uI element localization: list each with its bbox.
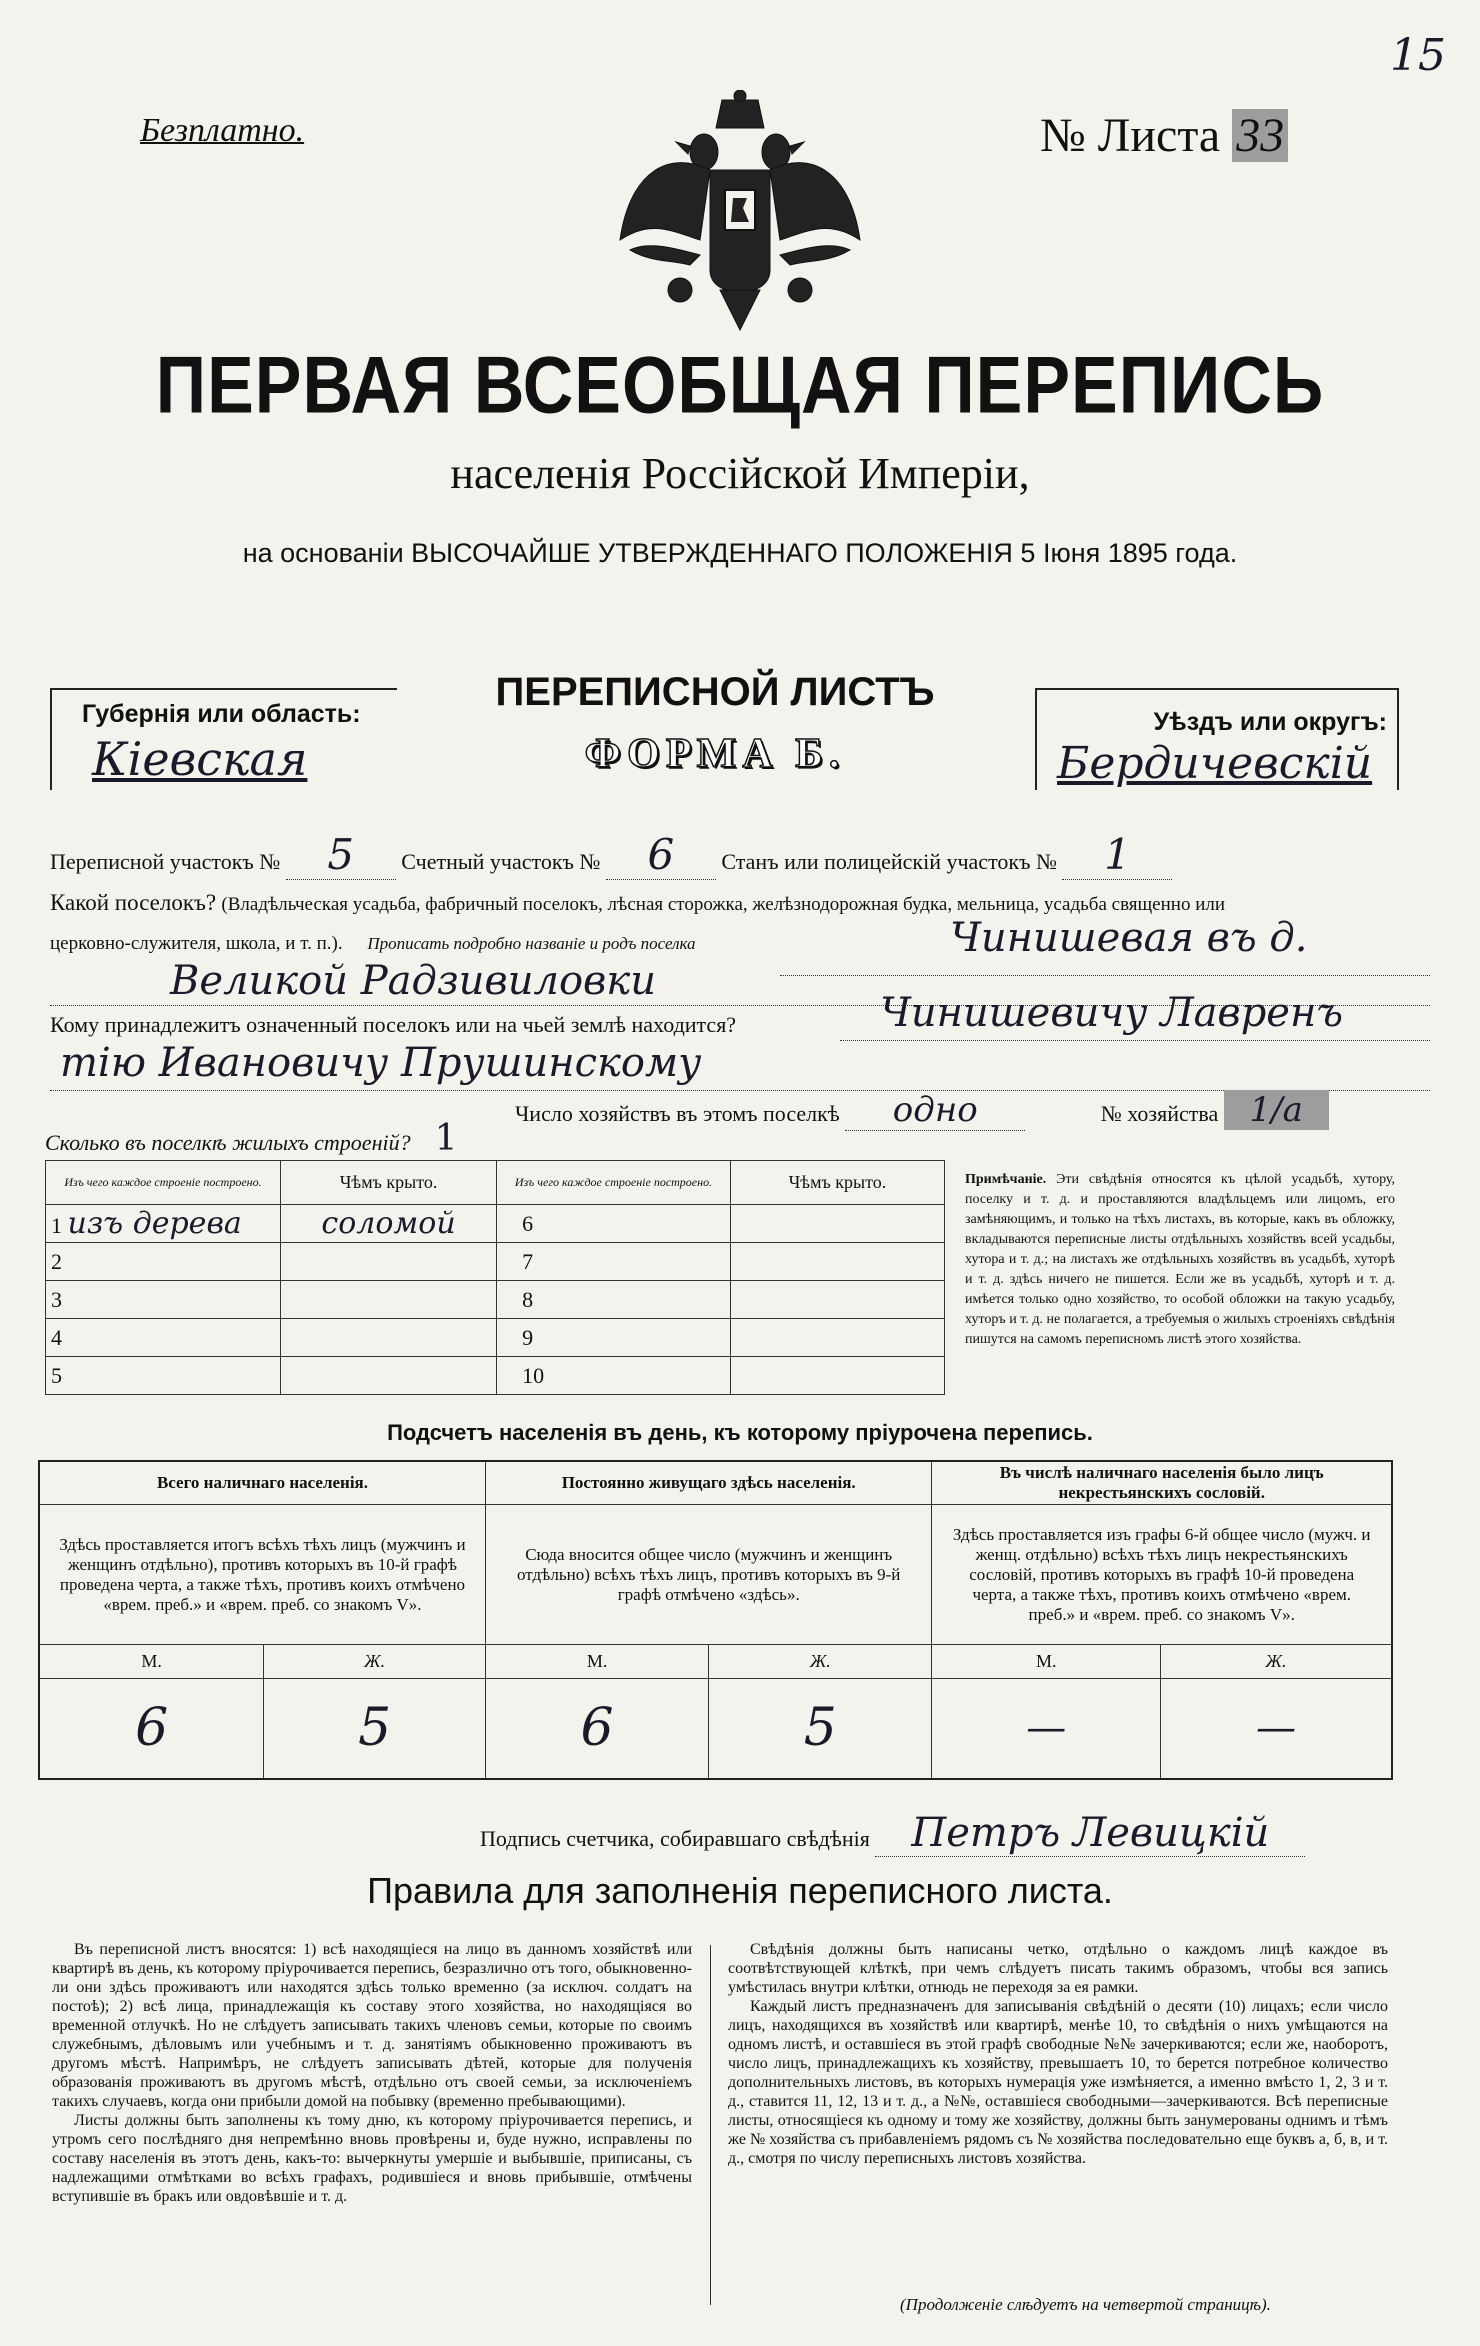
building-roof: соломой bbox=[281, 1205, 497, 1243]
households-value: одно bbox=[845, 1090, 1025, 1131]
row-number: 7 bbox=[522, 1248, 534, 1274]
row-number: 8 bbox=[522, 1286, 534, 1312]
roof-header-right: Чѣмъ крыто. bbox=[730, 1161, 944, 1205]
building-row bbox=[46, 1243, 281, 1281]
row-number: 10 bbox=[522, 1362, 545, 1388]
buildings-row bbox=[45, 1118, 476, 1159]
settlement-hint-2: церковно-служителя, школа, и т. п.). bbox=[50, 933, 343, 954]
police-area-value: 1 bbox=[1062, 830, 1172, 880]
rules-left-paragraph-1: Въ переписной листъ вносятся: 1) всѣ находящіеся на лицо въ данномъ хозяйствѣ или квартирѣ въ день, къ которому пріурочивается перепись, безразлично отъ того, обыкновенно-ли они здѣсь проживаютъ или находятся здѣсь только временно (за исключ. солдатъ на постоѣ); 2) всѣ лица, принадлежащія къ составу этого хозяйства, но находящіяся во временной отлучкѣ. Но не слѣдуетъ записывать такихъ членовъ семьи, которые по своимъ служебнымъ, дѣловымъ или учебнымъ и т. д. занятіямъ обыкновенно проживаютъ въ другомъ мѣстѣ. Напримѣръ, не слѣдуетъ записывать дѣтей, которые для полученія образованія проживаютъ въ другомъ мѣстѣ, отдѣльно отъ своей семьи, за исключеніемъ такихъ случаевъ, когда они прибыли домой на побывку (временно пребывающими). bbox=[52, 1941, 692, 2110]
form-name: ФОРМА Б. bbox=[584, 731, 846, 777]
count-area-label: Счетный участокъ № bbox=[401, 849, 601, 874]
row-number: 9 bbox=[522, 1324, 534, 1350]
household-no-label: № хозяйства bbox=[1100, 1101, 1219, 1126]
female-header: Ж. bbox=[709, 1645, 932, 1679]
building-material: изъ дерева bbox=[67, 1206, 242, 1241]
owner-label: Кому принадлежитъ означенный поселокъ или на чьей землѣ находится? bbox=[50, 1012, 737, 1037]
rules-title: Правила для заполненія переписного листа. bbox=[367, 1870, 1113, 1911]
material-header-left: Изъ чего каждое строеніе построено. bbox=[46, 1161, 281, 1205]
building-row bbox=[497, 1205, 731, 1243]
building-row bbox=[497, 1281, 731, 1319]
non-peasant-header: Въ числѣ наличнаго населенія было лицъ некрестьянскихъ сословій. bbox=[932, 1461, 1392, 1505]
rules-divider bbox=[710, 1945, 711, 2305]
note bbox=[965, 1170, 1395, 1350]
rules-left-paragraph-2: Листы должны быть заполнены къ тому дню, къ которому пріурочивается перепись, и утромъ сего послѣдняго дня непремѣнно вновь провѣрены и, буде нужно, исправлены по составу населенія въ этотъ день, какъ-то: вычеркнуты умершіе и выбывшіе, приписаны, съ надлежащими отмѣтками во всѣхъ графахъ, родившіеся и вновь прибывшіе, отмѣчены вступившіе въ бракъ или овдовѣвшіе и т. д. bbox=[52, 2112, 692, 2205]
continued-note: (Продолженіе слѣдуетъ на четвертой страницѣ). bbox=[900, 2295, 1271, 2314]
title-basis: на основаніи ВЫСОЧАЙШЕ УТВЕРЖДЕННАГО ПОЛОЖЕНІЯ 5 Іюня 1895 года. bbox=[242, 538, 1238, 568]
row-number: 5 bbox=[51, 1362, 62, 1388]
settlement-row-2 bbox=[50, 915, 1430, 961]
building-roof bbox=[730, 1357, 944, 1395]
building-row bbox=[497, 1319, 731, 1357]
male-header: М. bbox=[485, 1645, 708, 1679]
population-count-table bbox=[38, 1460, 1393, 1780]
building-roof bbox=[281, 1281, 497, 1319]
district-box bbox=[1035, 688, 1399, 790]
rules-right-paragraph-1: Свѣдѣнія должны быть написаны четко, отдѣльно о каждомъ лицѣ каждое въ соотвѣтствующей клѣткѣ, при чемъ слѣдуетъ писать такимъ образомъ, чтобы вся запись умѣстилась внутри клѣтки, отнюдь не переходя за ея рамки. bbox=[728, 1941, 1388, 1996]
form-title: ПЕРЕПИСНОЙ ЛИСТЪ bbox=[495, 670, 935, 714]
note-text: Эти свѣдѣнія относятся къ цѣлой усадьбѣ, хутору, поселку и т. д. и проставляются владѣльцемъ или лицомъ, его замѣняющимъ, и только на тѣхъ листахъ, въ которые, какъ въ обложку, вкладываются переписные листы отдѣльныхъ хозяйствъ всей усадьбы, хутора и т. д.; на листахъ же отдѣльныхъ хозяйствъ въ усадьбѣ, хуторѣ и т. д. здѣсь ничего не пишется. Если же въ усадьбѣ, хуторѣ и т. д. имѣется только одно хозяйство, то особой обложки на такую усадьбу, хуторъ и т. д. не полагается, а требуемыя о жилыхъ строеніяхъ свѣдѣнія пишутся на самомъ переписномъ листѣ этого хозяйства. bbox=[965, 1172, 1396, 1347]
province-value: Кіевская bbox=[92, 732, 308, 786]
settlement-hint-1: (Владѣльческая усадьба, фабричный поселокъ, лѣсная сторожка, желѣзнодорожная будка, мельница, усадьба священно или bbox=[221, 894, 1226, 915]
building-roof bbox=[281, 1357, 497, 1395]
row-number: 2 bbox=[51, 1248, 62, 1274]
buildings-value: 1 bbox=[434, 1118, 458, 1159]
building-roof bbox=[730, 1281, 944, 1319]
owner-value-1: Чинишевичу Лавренъ bbox=[880, 990, 1343, 1036]
title-sub: населенія Россійской Имперіи, bbox=[450, 449, 1030, 498]
count-value: — bbox=[932, 1679, 1161, 1779]
owner-value-2: тію Ивановичу Прушинскому bbox=[60, 1040, 702, 1086]
owner-line-1 bbox=[840, 1040, 1430, 1041]
census-area-row bbox=[50, 830, 1430, 880]
count-value: 6 bbox=[485, 1679, 708, 1779]
building-row bbox=[497, 1357, 731, 1395]
rules-right bbox=[728, 1940, 1388, 2168]
building-roof bbox=[281, 1319, 497, 1357]
female-header: Ж. bbox=[264, 1645, 486, 1679]
police-area-label: Станъ или полицейскій участокъ № bbox=[721, 849, 1057, 874]
count-value: 5 bbox=[709, 1679, 932, 1779]
sheet-number-label: № Листа bbox=[1040, 109, 1221, 162]
row-number: 3 bbox=[51, 1286, 62, 1312]
title-main: ПЕРВАЯ ВСЕОБЩАЯ ПЕРЕПИСЬ bbox=[155, 340, 1325, 430]
household-no-value: 1/а bbox=[1224, 1090, 1329, 1130]
signature-row bbox=[480, 1810, 1305, 1857]
sheet-number-value: 33 bbox=[1232, 109, 1288, 162]
settlement-value-2: Великой Радзивиловки bbox=[170, 958, 656, 1004]
count-title: Подсчетъ населенія въ день, къ которому пріурочена перепись. bbox=[387, 1420, 1093, 1445]
non-peasant-desc: Здѣсь проставляется изъ графы 6-й общее число (мужч. и женщ. отдѣльно) всѣхъ тѣхъ лицъ некрестьянскихъ сословій, противъ которыхъ въ графѣ 10-й проведена черта, а также тѣхъ, противъ коихъ отмѣчено «врем. преб.» и «врем. преб. со знакомъ V». bbox=[932, 1505, 1392, 1645]
total-population-desc: Здѣсь проставляется итогъ всѣхъ тѣхъ лицъ (мужчинъ и женщинъ отдѣльно), противъ которыхъ въ 10-й графѣ проведена черта, а также тѣхъ, противъ коихъ отмѣчено «врем. преб.» и «врем. преб. со знакомъ V». bbox=[39, 1505, 485, 1645]
settlement-label: Какой поселокъ? bbox=[50, 890, 217, 915]
count-area-value: 6 bbox=[606, 830, 716, 880]
resident-population-header: Постоянно живущаго здѣсь населенія. bbox=[485, 1461, 931, 1505]
building-roof bbox=[730, 1319, 944, 1357]
material-header-right: Изъ чего каждое строеніе построено. bbox=[497, 1161, 731, 1205]
resident-population-desc: Сюда вносится общее число (мужчинъ и женщинъ отдѣльно) всѣхъ тѣхъ лицъ, противъ которыхъ въ 9-й графѣ отмѣчено «здѣсь». bbox=[485, 1505, 931, 1645]
building-roof bbox=[730, 1205, 944, 1243]
total-population-header: Всего наличнаго населенія. bbox=[39, 1461, 485, 1505]
count-value: — bbox=[1161, 1679, 1392, 1779]
free-label: Безплатно. bbox=[140, 112, 305, 149]
double-headed-eagle-emblem bbox=[610, 90, 870, 340]
building-row bbox=[46, 1357, 281, 1395]
building-roof bbox=[730, 1243, 944, 1281]
row-number: 1 bbox=[51, 1213, 62, 1238]
building-row bbox=[46, 1205, 281, 1243]
census-area-value: 5 bbox=[286, 830, 396, 880]
rules-right-paragraph-2: Каждый листъ предназначенъ для записыванія свѣдѣній о десяти (10) лицахъ; если число лицъ, находящихся въ хозяйствѣ или квартирѣ, менѣе 10, то свѣдѣнія о нихъ умѣщаются на одномъ листѣ, и оставшіеся въ этой графѣ свободные №№ зачеркиваются; если же, наоборотъ, число лицъ, принадлежащихъ къ хозяйству, превышаетъ 10, то берется потребное количество дополнительныхъ листовъ, въ которыхъ нумерація уже измѣняется, а именно вмѣсто 1, 2, 3 и т. д., ставится 11, 12, 13 и т. д., а №№, оставшіеся свободными—зачеркиваются. Всѣ переписные листы, относящіеся къ одному и тому же хозяйству, должны быть занумерованы однимъ и тѣмъ же № хозяйства съ прибавленіемъ рядомъ съ № хозяйства последовательно еще буквъ а, б, в, и т. д., смотря по числу переписныхъ листовъ хозяйства. bbox=[728, 1998, 1388, 2167]
households-row bbox=[515, 1090, 1329, 1131]
count-value: 6 bbox=[39, 1679, 264, 1779]
rules-left bbox=[52, 1940, 692, 2206]
count-value: 5 bbox=[264, 1679, 486, 1779]
sheet-number bbox=[1040, 108, 1288, 163]
settlement-hint-3: Прописать подробно названіе и родъ поселка bbox=[367, 934, 696, 953]
building-row bbox=[497, 1243, 731, 1281]
female-header: Ж. bbox=[1161, 1645, 1392, 1679]
district-label: Уѣздъ или округъ: bbox=[1153, 708, 1387, 736]
signature-value: Петръ Левицкій bbox=[875, 1810, 1305, 1857]
male-header: М. bbox=[39, 1645, 264, 1679]
settlement-line-1 bbox=[780, 975, 1430, 976]
building-roof bbox=[281, 1243, 497, 1281]
buildings-table bbox=[45, 1160, 945, 1395]
roof-header-left: Чѣмъ крыто. bbox=[281, 1161, 497, 1205]
province-box bbox=[50, 688, 397, 790]
note-label: Примѣчаніе. bbox=[965, 1172, 1047, 1187]
male-header: М. bbox=[932, 1645, 1161, 1679]
settlement-value-1: Чинишевая въ д. bbox=[950, 915, 1308, 961]
page-number: 15 bbox=[1390, 30, 1446, 81]
row-number: 6 bbox=[522, 1210, 534, 1236]
building-row bbox=[46, 1281, 281, 1319]
buildings-label: Сколько въ поселкѣ жилыхъ строеній? bbox=[45, 1130, 411, 1155]
district-value: Бердичевскій bbox=[1057, 738, 1373, 789]
households-label: Число хозяйствъ въ этомъ поселкѣ bbox=[515, 1101, 840, 1126]
signature-label: Подпись счетчика, собиравшаго свѣдѣнія bbox=[480, 1826, 870, 1851]
census-area-label: Переписной участокъ № bbox=[50, 849, 281, 874]
row-number: 4 bbox=[51, 1324, 62, 1350]
building-row bbox=[46, 1319, 281, 1357]
province-label: Губернія или область: bbox=[82, 700, 361, 728]
